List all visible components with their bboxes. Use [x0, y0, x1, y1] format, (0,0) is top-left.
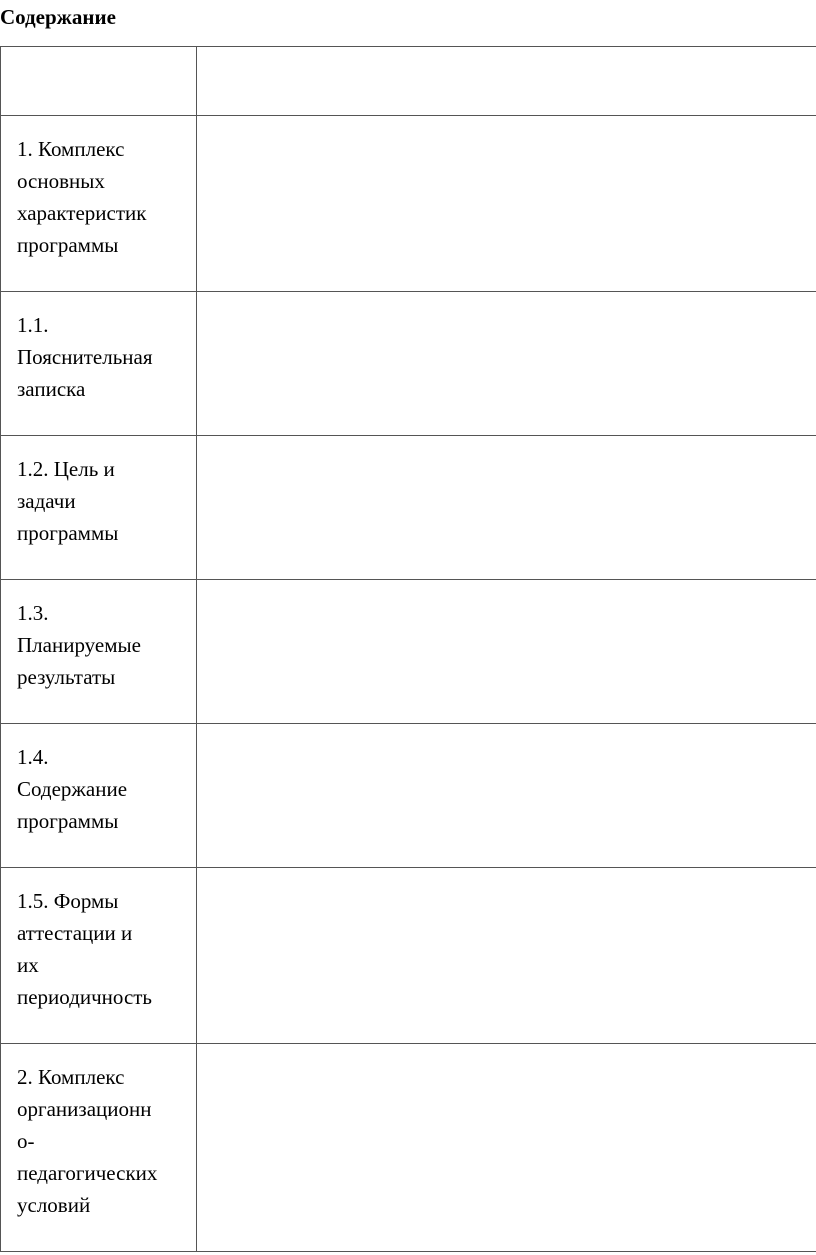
table-row: [1, 116, 816, 292]
table-row: [1, 724, 816, 868]
page-cell: [197, 116, 816, 292]
section-cell: [1, 116, 197, 292]
page-cell: [197, 292, 816, 436]
table-row: [1, 292, 816, 436]
section-cell: [1, 580, 197, 724]
page-number: [197, 580, 816, 597]
section-label: [1, 47, 196, 64]
section-label: 1.3. Планируемые результаты: [17, 601, 141, 689]
page-number: [197, 1044, 816, 1061]
page-number: [197, 868, 816, 885]
section-cell: [1, 47, 197, 116]
section-label: 1. Комплекс основных характеристик программы: [17, 137, 147, 257]
table-row: [1, 436, 816, 580]
section-label: 1.1. Пояснительная записка: [17, 313, 153, 401]
table-row: [1, 1044, 816, 1252]
table-row: [1, 868, 816, 1044]
section-cell: [1, 436, 197, 580]
section-label: 1.4. Содержание программы: [17, 745, 128, 833]
page-cell: [197, 436, 816, 580]
page-cell: [197, 1044, 816, 1252]
table-row: [1, 580, 816, 724]
section-label: 1.5. Формы аттестации и их периодичность: [17, 889, 153, 1009]
contents-table: [0, 46, 816, 1252]
page-number: [197, 116, 816, 133]
section-cell: [1, 724, 197, 868]
table-row: [1, 47, 816, 116]
page-cell: [197, 724, 816, 868]
page-cell: [197, 868, 816, 1044]
section-label: 1.2. Цель и задачи программы: [17, 457, 119, 545]
page-number: [197, 47, 816, 64]
page-cell: [197, 580, 816, 724]
page-number: [197, 292, 816, 309]
page-cell: [197, 47, 816, 116]
section-label: 2. Комплекс организационн о- педагогических условий: [17, 1065, 158, 1217]
section-cell: [1, 868, 197, 1044]
section-cell: [1, 292, 197, 436]
section-cell: [1, 1044, 197, 1252]
page-number: [197, 724, 816, 741]
page-title: Содержание: [0, 5, 116, 29]
page-number: [197, 436, 816, 453]
